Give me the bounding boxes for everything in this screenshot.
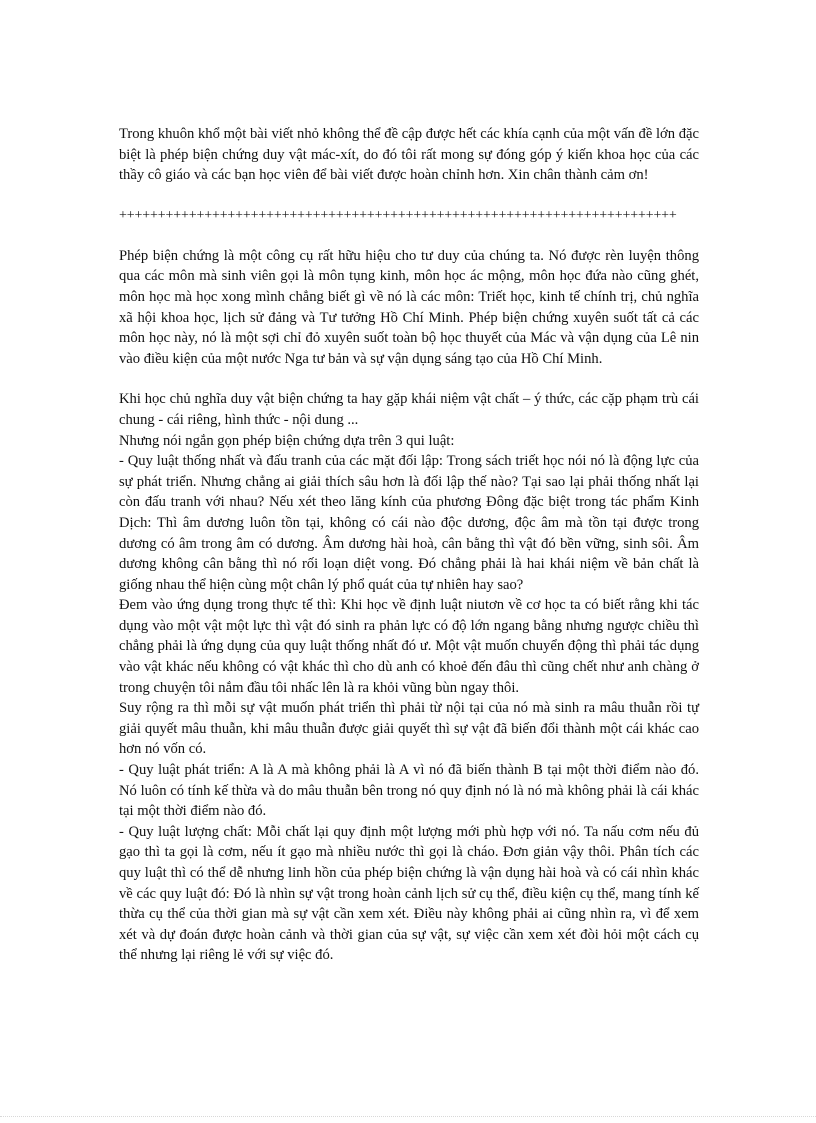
paragraph-law-of-development: - Quy luật phát triển: A là A mà không phải là A vì nó đã biến thành B tại một thời điểm nào đó. Nó luôn có tính kế thừa và do mâu thuẫn bên trong nó quy định nó là nó mà không phải là cái khác tại một thời điểm nào đó. [119, 762, 699, 820]
paragraph-three-laws: Nhưng nói ngắn gọn phép biện chứng dựa trên 3 qui luật: [119, 432, 455, 449]
document-body [119, 124, 699, 966]
page-bottom-rule [0, 1116, 816, 1117]
paragraph-practical-application: Đem vào ứng dụng trong thực tế thì: Khi học về định luật niutơn về cơ học ta có biết rằng khi tác dụng vào một vật một lực thì vật đó sinh ra phản lực có độ lớn ngang bằng nhưng ngược chiều thì chẳng phải là ứng dụng của quy luật thống nhất đó ư. Một vật muốn chuyển động thì phải tác dụng vào vật khác nếu không có vật khác thì cho dù anh có khoẻ đến đâu thì cũng chết như anh chàng ở trong chuyện tôi nắm đầu tôi nhấc lên là ra khỏi vũng bùn ngay thôi. [119, 597, 699, 696]
paragraph-law-unity-of-opposites: - Quy luật thống nhất và đấu tranh của các mặt đối lập: Trong sách triết học nói nó là động lực của sự phát triển. Nhưng chẳng ai giải thích sâu hơn là đối lập thế nào? Tại sao lại phải thống nhất lại còn đấu tranh với nhau? Nếu xét theo lăng kính của phương Đông đặc biệt trong tác phẩm Kinh Dịch: Thì âm dương luôn tồn tại, không có cái nào độc dương, độc âm mà tồn tại được trong dương có âm trong âm có dương. Âm dương hài hoà, cân bằng thì vật đó bền vững, sinh sôi. Âm dương không cân bằng thì nó rối loạn diệt vong. Đó chẳng phải là hai khái niệm về bản chất là giống nhau thể hiện cùng một chân lý phổ quát của tự nhiên hay sao? [119, 453, 699, 593]
paragraph-law-quantity-quality: - Quy luật lượng chất: Mỗi chất lại quy định một lượng mới phù hợp với nó. Ta nấu cơm nếu đủ gạo thì ta gọi là cơm, nếu ít gạo mà nhiều nước thì gọi là cháo. Đơn giản vậy thôi. Phân tích các quy luật thì có thể dễ nhưng linh hồn của phép biện chứng là vận dụng hài hoà và có cái nhìn khác về các quy luật đó: Đó là nhìn sự vật trong hoàn cảnh lịch sử cụ thể, điều kiện cụ thể, mang tính kế thừa cụ thể của thời gian mà sự vật cần xem xét. Điều này không phải ai cũng nhìn ra, vì để xem xét và dự đoán được hoàn cảnh và thời gian của sự vật, sự việc cần xem xét đòi hỏi một cách cụ thể nhưng lại riêng lẻ với sự việc đó. [119, 823, 699, 964]
paragraph-categories: Khi học chủ nghĩa duy vật biện chứng ta hay gặp khái niệm vật chất – ý thức, các cặp phạm trù cái chung - cái riêng, hình thức - nội dung ... [119, 391, 699, 428]
separator-line: ++++++++++++++++++++++++++++++++++++++++++++++++++++++++++++++++++++++++ [119, 207, 677, 223]
paragraph-generalization: Suy rộng ra thì mỗi sự vật muốn phát triển thì phải từ nội tại của nó mà sinh ra mâu thuẫn rồi tự giải quyết mâu thuẫn, khi mâu thuẫn được giải quyết thì sự vật đã biến đổi thành một cái khác cao hơn nó vốn có. [119, 700, 699, 758]
paragraph-dialectics-tool: Phép biện chứng là một công cụ rất hữu hiệu cho tư duy của chúng ta. Nó được rèn luyện thông qua các môn mà sinh viên gọi là môn tụng kinh, môn học ác mộng, môn học đứa nào cũng ghét, môn học mà học xong mình chẳng biết gì về nó là các môn: Triết học, kinh tế chính trị, chủ nghĩa xã hội khoa học, lịch sử đảng và Tư tưởng Hồ Chí Minh. Phép biện chứng xuyên suốt tất cả các môn học này, nó là một sợi chỉ đỏ xuyên suốt toàn bộ học thuyết của Mác và vận dụng của Lê nin vào điều kiện của một nước Nga tư bản và sự vận dụng sáng tạo của Hồ Chí Minh. [119, 247, 699, 367]
intro-paragraph: Trong khuôn khổ một bài viết nhỏ không thể đề cập được hết các khía cạnh của một vấn đề lớn đặc biệt là phép biện chứng duy vật mác-xít, do đó tôi rất mong sự đóng góp ý kiến khoa học của các thầy cô giáo và các bạn học viên để bài viết được hoàn chỉnh hơn. Xin chân thành cảm ơn! [119, 126, 699, 184]
